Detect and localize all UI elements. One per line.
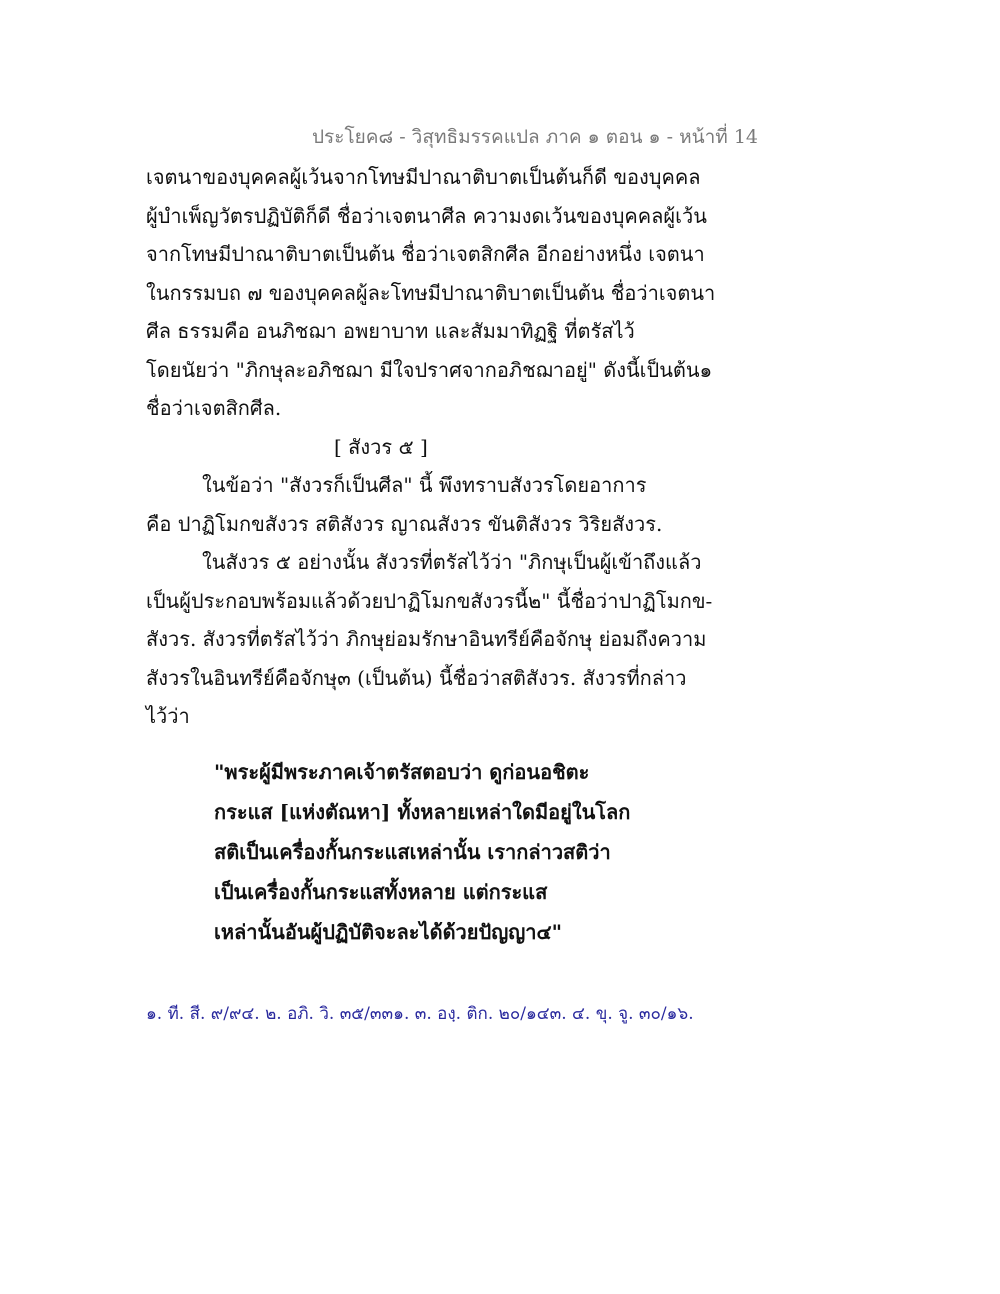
body-line: ผู้บำเพ็ญวัตรปฏิบัติก็ดี ชื่อว่าเจตนาศีล ความงดเว้นของบุคคลผู้เว้น — [146, 203, 707, 228]
body-line: คือ ปาฏิโมกขสังวร สติสังวร ญาณสังวร ขันติสังวร วิริยสังวร. — [146, 511, 663, 536]
footnote: ๑. ที. สี. ๙/๙๔. ๒. อภิ. วิ. ๓๕/๓๓๑. ๓. องฺ. ติก. ๒๐/๑๔๓. ๔. ขุ. จู. ๓๐/๑๖. — [146, 1004, 694, 1024]
body-line: ในกรรมบถ ๗ ของบุคคลผู้ละโทษมีปาณาติบาตเป็นต้น ชื่อว่าเจตนา — [146, 280, 716, 305]
body-line: ศีล ธรรมคือ อนภิชฌา อพยาบาท และสัมมาทิฏฐิ ที่ตรัสไว้ — [146, 319, 635, 343]
body-line: ชื่อว่าเจตสิกศีล. — [146, 396, 282, 420]
section-heading: [ สังวร ๕ ] — [334, 434, 428, 459]
quote-line: เป็นเครื่องกั้นกระแสทั้งหลาย แต่กระแส — [214, 880, 548, 904]
body-line: ในสังวร ๕ อย่างนั้น สังวรที่ตรัสไว้ว่า "ภิกษุเป็นผู้เข้าถึงแล้ว — [202, 550, 702, 574]
page-header: ประโยค๘ - วิสุทธิมรรคแปล ภาค ๑ ตอน ๑ - หน้าที่ 14 — [312, 126, 758, 148]
body-line: โดยนัยว่า "ภิกษุละอภิชฌา มีใจปราศจากอภิชฌาอยู่" ดังนี้เป็นต้น๑ — [146, 357, 713, 382]
quote-line: สติเป็นเครื่องกั้นกระแสเหล่านั้น เรากล่าวสติว่า — [214, 840, 611, 864]
body-line: จากโทษมีปาณาติบาตเป็นต้น ชื่อว่าเจตสิกศีล อีกอย่างหนึ่ง เจตนา — [146, 242, 705, 266]
quote-line: เหล่านั้นอันผู้ปฏิบัติจะละได้ด้วยปัญญา๔" — [214, 920, 563, 944]
quote-line: "พระผู้มีพระภาคเจ้าตรัสตอบว่า ดูก่อนอชิตะ — [214, 760, 590, 784]
body-line: ในข้อว่า "สังวรก็เป็นศีล" นี้ พึงทราบสังวรโดยอาการ — [202, 473, 647, 497]
body-text — [146, 158, 726, 736]
quote-block — [214, 752, 734, 952]
body-line: สังวร. สังวรที่ตรัสไว้ว่า ภิกษุย่อมรักษาอินทรีย์คือจักษุ ย่อมถึงความ — [146, 627, 707, 651]
body-line: ไว้ว่า — [146, 704, 190, 728]
body-line: สังวรในอินทรีย์คือจักษุ๓ (เป็นต้น) นี้ชื่อว่าสติสังวร. สังวรที่กล่าว — [146, 665, 687, 690]
quote-line: กระแส [แห่งตัณหา] ทั้งหลายเหล่าใดมีอยู่ในโลก — [214, 800, 631, 824]
body-line: เป็นผู้ประกอบพร้อมแล้วด้วยปาฏิโมกขสังวรนี้๒" นี้ชื่อว่าปาฏิโมกข- — [146, 588, 713, 613]
body-line: เจตนาของบุคคลผู้เว้นจากโทษมีปาณาติบาตเป็นต้นก็ดี ของบุคคล — [146, 165, 701, 189]
